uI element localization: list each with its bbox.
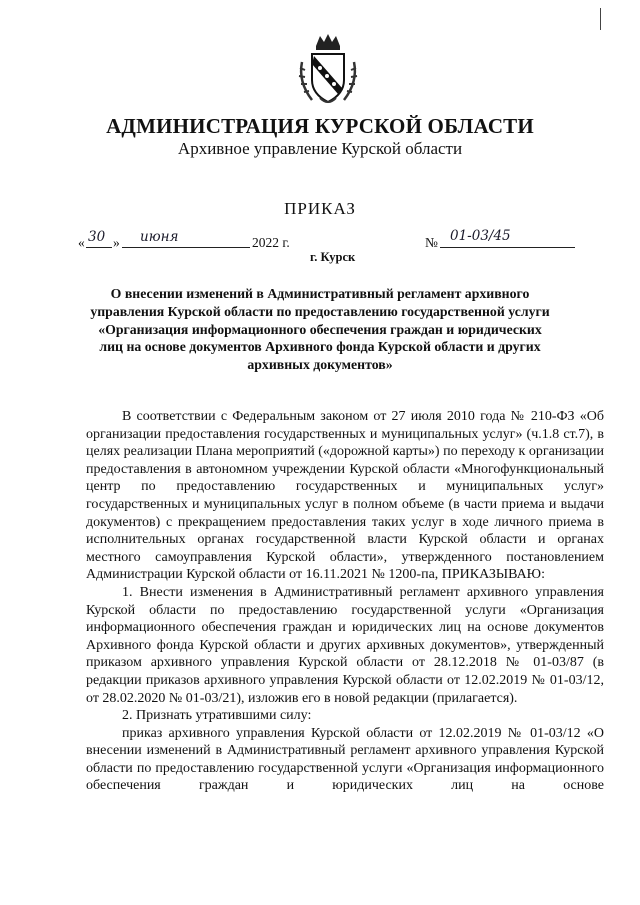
number-sign: № — [425, 235, 438, 250]
number-underline — [440, 247, 575, 248]
document-number: 01-03/45 — [450, 228, 511, 244]
date-day: 30 — [88, 229, 106, 245]
organization-title: АДМИНИСТРАЦИЯ КУРСКОЙ ОБЛАСТИ — [106, 114, 534, 138]
date-month: июня — [140, 229, 179, 245]
order-body — [86, 408, 604, 795]
margin-mark — [600, 8, 601, 30]
paragraph-item-2: 2. Признать утратившими силу: — [122, 708, 312, 724]
document-type: ПРИКАЗ — [284, 199, 356, 218]
day-underline — [86, 247, 112, 248]
month-underline — [122, 247, 250, 248]
organization-subtitle: Архивное управление Курской области — [177, 139, 463, 158]
date-year: 2022 г. — [252, 235, 290, 250]
order-heading: О внесении изменений в Административный регламент архивного управления Курской области по предоставлению государственной услуги «Организация информационного обеспечения граждан и юридических лиц на основе документов Архивного фонда Курской области и других архивных документов» — [90, 286, 550, 373]
paragraph-preamble: В соответствии с Федеральным законом от 27 июля 2010 года № 210-ФЗ «Об организации предоставления государственных и муниципальных услуг» (ч.1.8 ст.7), в целях реализации Плана мероприятий («дорожной карты») по переходу к организации предоставления в автономном учреждении Курской области «Многофункциональный центр по предоставлению государственных и муниципальных услуг» государственных и муниципальных услуг в полном объеме (в части приема и выдачи документов) с прекращением предоставления таких услуг в ходе личного приема в исполнительных органах государственной власти Курской области и органах местного самоуправления Курской области», утвержденного постановлением Администрации Курской области от 16.11.2021 № 1200-па, ПРИКАЗЫВАЮ: — [86, 409, 604, 583]
paragraph-item-1: 1. Внести изменения в Административный регламент архивного управления Курской области по предоставлению государственной услуги «Организация информационного обеспечения граждан и юридических лиц на основе документов Архивного фонда Курской области и других архивных документов», утвержденный приказом архивного управления Курской области от 28.12.2018 № 01-03/87 (в редакции приказов архивного управления Курской области от 12.02.2019 № 01-03/12, от 28.02.2020 № 01-03/21), изложив его в новой редакции (прилагается). — [86, 584, 604, 706]
city: г. Курск — [310, 250, 356, 264]
paragraph-repealed-order: приказ архивного управления Курской области от 12.02.2019 № 01-03/12 «О внесении изменений в Административный регламент архивного управления Курской области по предоставлению государственной услуги «Организация информационного обеспечения граждан и юридических лиц на основе — [86, 725, 604, 794]
coat-of-arms-emblem — [294, 32, 362, 108]
date-close-quote: » — [113, 235, 120, 250]
date-open-quote: « — [78, 235, 85, 250]
